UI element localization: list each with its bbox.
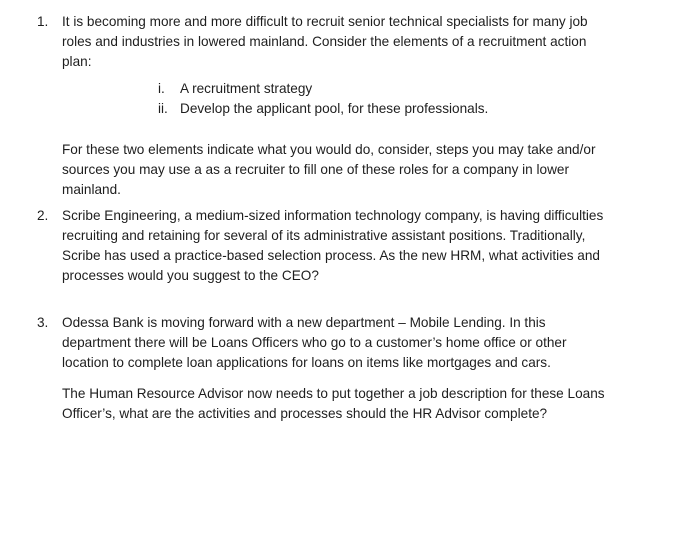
list-item bbox=[158, 79, 700, 99]
list-item-text: A recruitment strategy bbox=[180, 81, 313, 96]
question-1-sublist bbox=[158, 79, 700, 119]
question-body bbox=[62, 313, 652, 424]
question-2-text: Scribe Engineering, a medium-sized information technology company, is having difficulties recruiting and retaining for several of its administrative assistant positions. Traditionally, Scribe has used a practice-based selection process. As the new HRM, what activities and processes would you suggest to the CEO? bbox=[62, 208, 604, 283]
question-body bbox=[62, 12, 652, 200]
question-1-followup: For these two elements indicate what you would do, consider, steps you may take and/or sources you may use a as a recruiter to fill one of these roles for a company in lower mainland. bbox=[62, 142, 596, 197]
question-number: 1. bbox=[37, 14, 49, 29]
list-item-marker: ii. bbox=[158, 101, 168, 116]
list-item bbox=[158, 99, 700, 119]
question-body bbox=[62, 206, 652, 286]
question-number: 3. bbox=[37, 315, 49, 330]
question-number: 2. bbox=[37, 208, 49, 223]
question-1-intro: It is becoming more and more difficult to recruit senior technical specialists for many job roles and industries in lowered mainland. Consider the elements of a recruitment action plan: bbox=[62, 14, 588, 69]
list-item-marker: i. bbox=[158, 81, 165, 96]
question-3-followup: The Human Resource Advisor now needs to put together a job description for these Loans Officer’s, what are the activities and processes should the HR Advisor complete? bbox=[62, 386, 605, 421]
question-3-text: Odessa Bank is moving forward with a new department – Mobile Lending. In this department there will be Loans Officers who go to a customer’s home office or other location to complete loan applications for loans on items like mortgages and cars. bbox=[62, 315, 567, 370]
list-item-text: Develop the applicant pool, for these professionals. bbox=[180, 101, 489, 116]
